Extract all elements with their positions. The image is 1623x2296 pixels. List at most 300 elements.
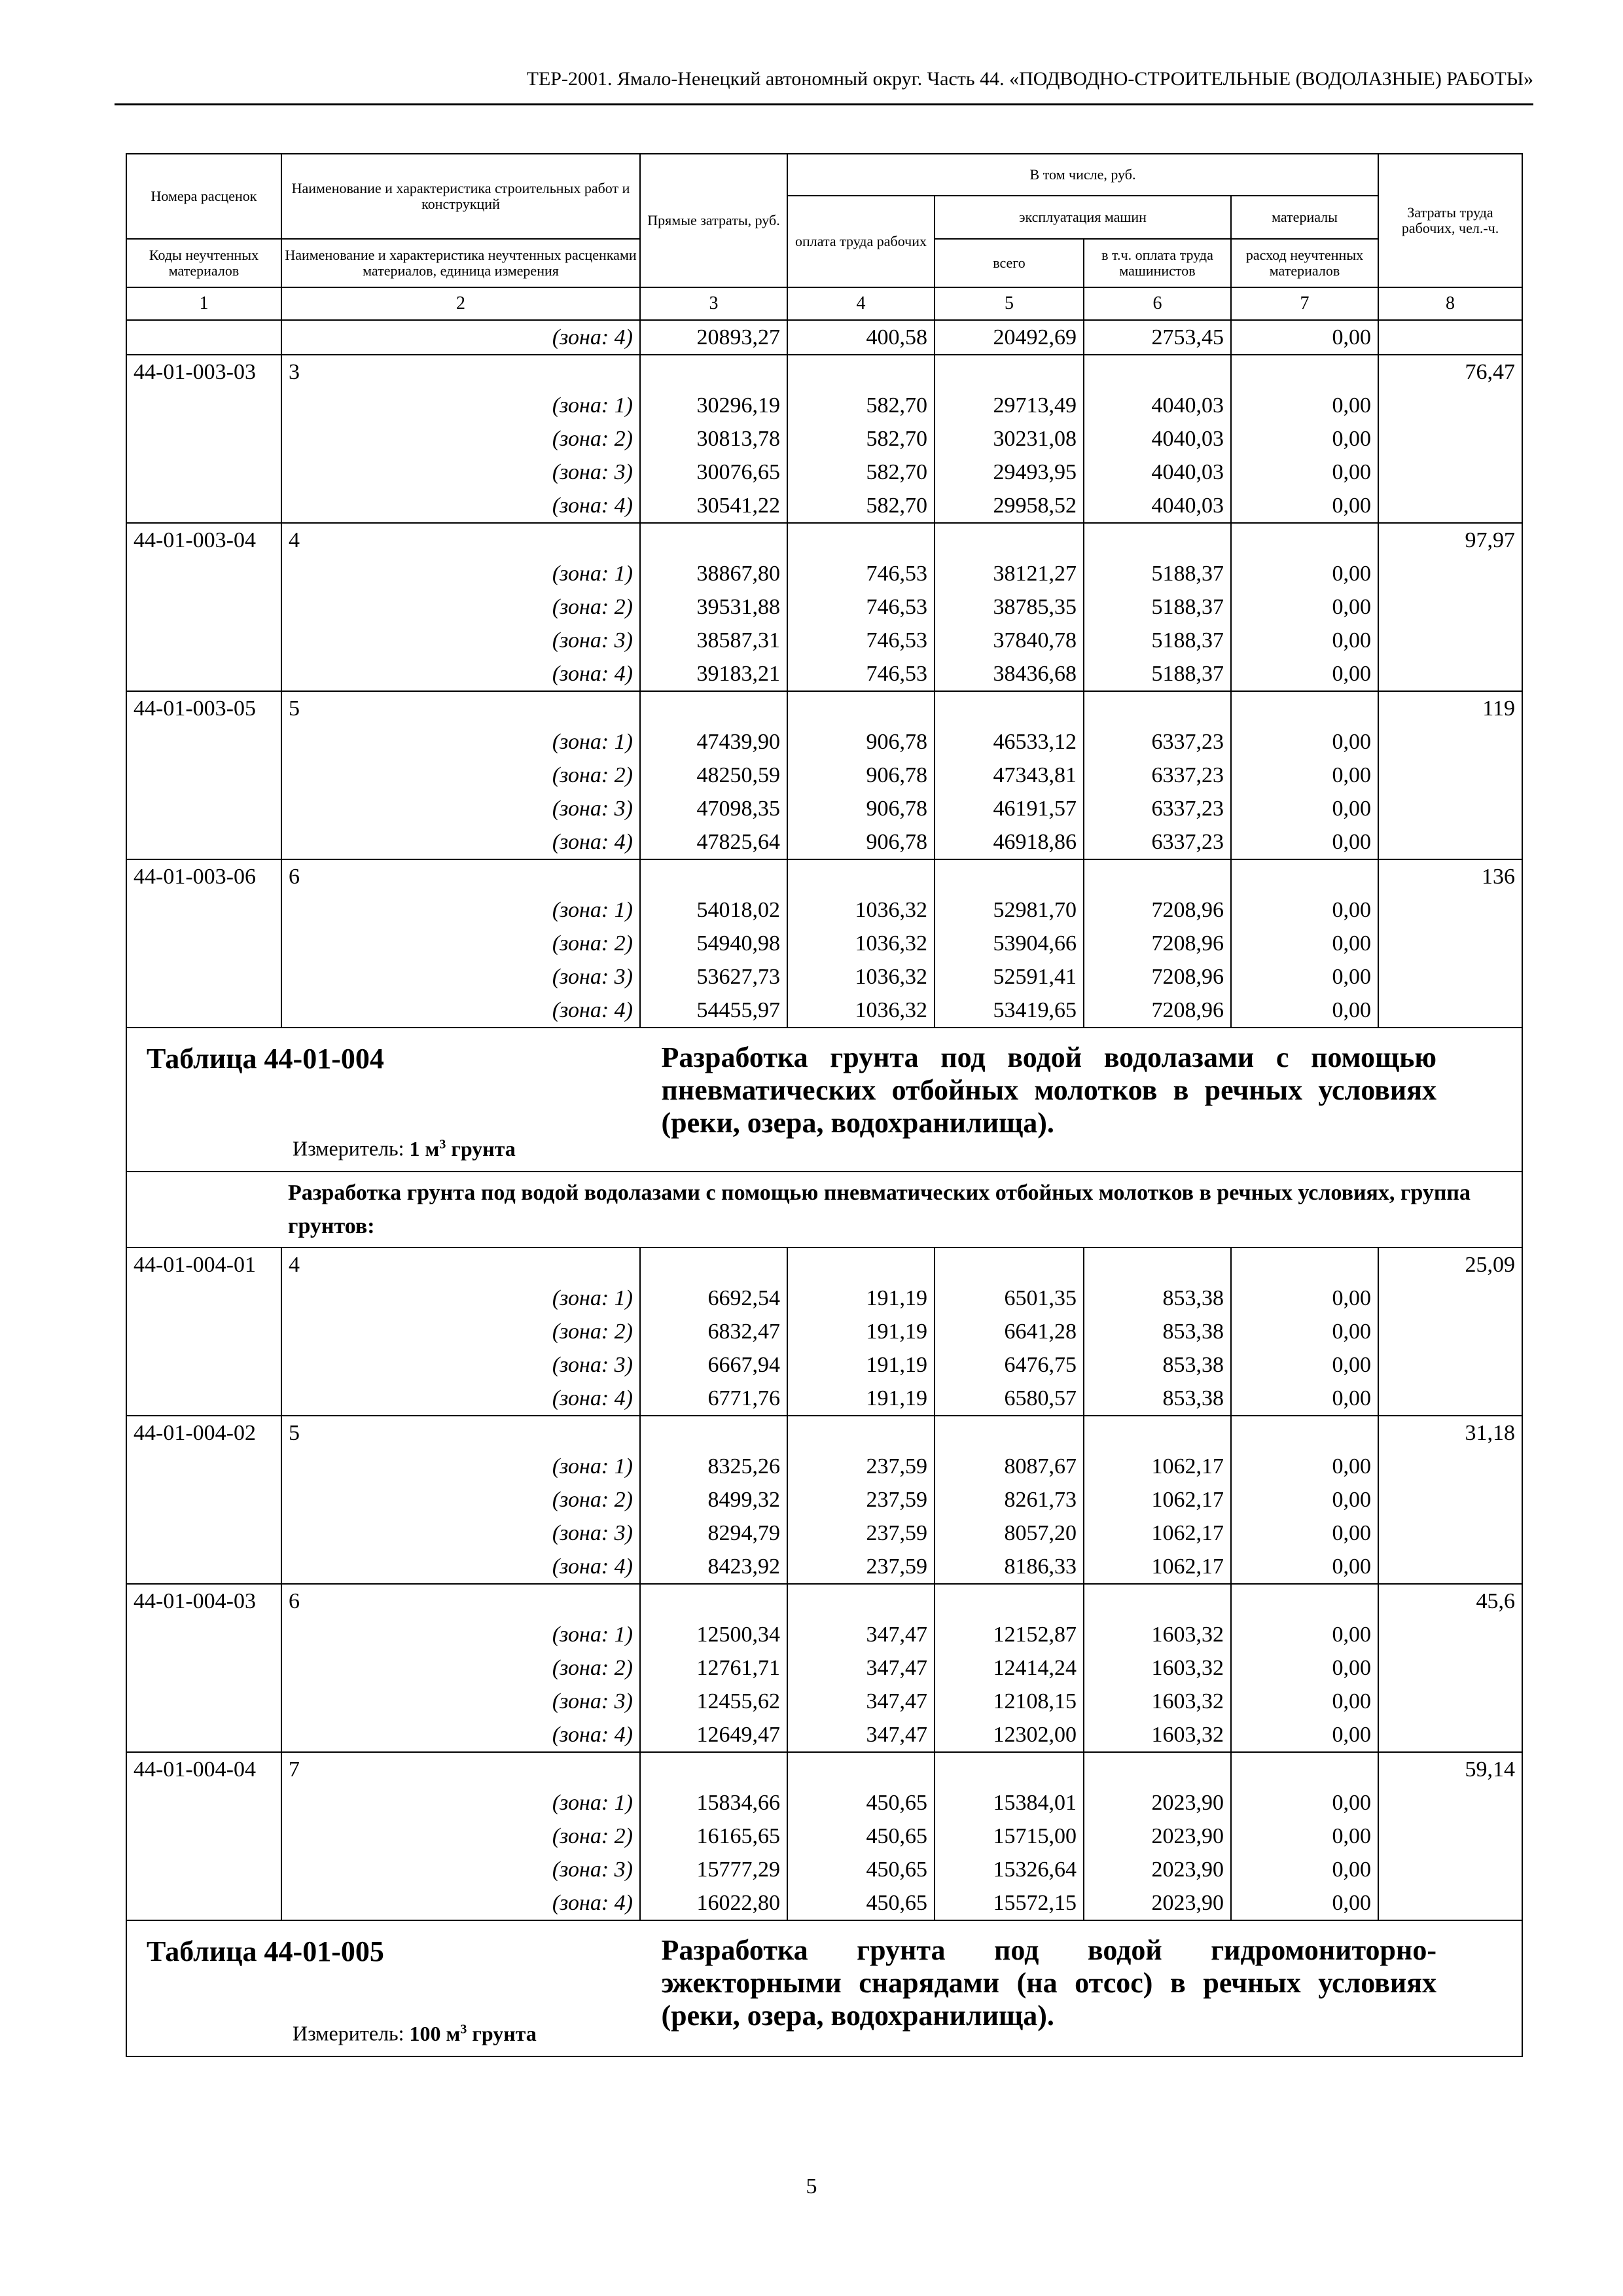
wages-cell: 191,19 [787, 1348, 935, 1382]
materials-cell: 0,00 [1231, 1853, 1378, 1886]
wages-cell: 400,58 [787, 320, 935, 355]
operator-wages-cell: 4040,03 [1084, 389, 1231, 422]
wages-cell: 450,65 [787, 1820, 935, 1853]
rates-table [126, 153, 1523, 2057]
machines-total-cell: 52591,41 [935, 960, 1084, 994]
direct-costs-cell: 12500,34 [640, 1618, 787, 1651]
zone-row [126, 1718, 1522, 1752]
zone-label: (зона: 1) [281, 557, 640, 590]
materials-cell: 0,00 [1231, 1820, 1378, 1853]
col-direct-costs-header: Прямые затраты, руб. [640, 154, 787, 287]
zone-label: (зона: 1) [281, 389, 640, 422]
machines-total-cell: 15572,15 [935, 1886, 1084, 1920]
zone-label: (зона: 2) [281, 927, 640, 960]
materials-cell: 0,00 [1231, 489, 1378, 523]
unit-of-measure: Измеритель: 100 $м^3$ грунта [293, 2022, 537, 2045]
wages-cell: 237,59 [787, 1516, 935, 1550]
wages-cell: 237,59 [787, 1450, 935, 1483]
wages-cell: 237,59 [787, 1550, 935, 1584]
wages-cell: 347,47 [787, 1685, 935, 1718]
materials-cell: 0,00 [1231, 759, 1378, 792]
wages-cell: 746,53 [787, 657, 935, 691]
zone-label: (зона: 3) [281, 624, 640, 657]
materials-cell: 0,00 [1231, 1382, 1378, 1416]
machines-total-cell: 46533,12 [935, 725, 1084, 759]
operator-wages-cell: 7208,96 [1084, 927, 1231, 960]
machines-total-cell: 6580,57 [935, 1382, 1084, 1416]
labor-costs-cell: 97,97 [1378, 523, 1522, 557]
operator-wages-cell: 6337,23 [1084, 792, 1231, 825]
table-row [126, 320, 1522, 355]
zone-label: (зона: 1) [281, 1282, 640, 1315]
col-material-names-header: Наименование и характеристика неучтенных расценками материалов, единица измерения [281, 239, 640, 287]
operator-wages-cell: 1603,32 [1084, 1685, 1231, 1718]
direct-costs-cell: 39183,21 [640, 657, 787, 691]
direct-costs-cell: 30296,19 [640, 389, 787, 422]
materials-cell: 0,00 [1231, 1315, 1378, 1348]
direct-costs-cell: 38867,80 [640, 557, 787, 590]
zone-label: (зона: 1) [281, 1450, 640, 1483]
zone-label: (зона: 3) [281, 456, 640, 489]
labor-costs-cell: 119 [1378, 691, 1522, 725]
direct-costs-cell: 38587,31 [640, 624, 787, 657]
wages-cell: 347,47 [787, 1618, 935, 1651]
zone-row [126, 1886, 1522, 1920]
zone-label: (зона: 2) [281, 1651, 640, 1685]
zone-row [126, 456, 1522, 489]
rate-header-row [126, 523, 1522, 557]
machines-total-cell: 15326,64 [935, 1853, 1084, 1886]
direct-costs-cell: 8325,26 [640, 1450, 787, 1483]
materials-cell: 0,00 [1231, 927, 1378, 960]
machines-total-cell: 6641,28 [935, 1315, 1084, 1348]
rate-code: 44-01-004-02 [126, 1416, 281, 1450]
machines-total-cell: 8087,67 [935, 1450, 1084, 1483]
zone-label: (зона: 3) [281, 1685, 640, 1718]
zone-label: (зона: 3) [281, 1516, 640, 1550]
table-005-section [126, 1920, 1522, 2056]
materials-cell: 0,00 [1231, 1550, 1378, 1584]
machines-total-cell: 8261,73 [935, 1483, 1084, 1516]
table-004-rows [126, 1247, 1522, 1920]
table-004-section [126, 1028, 1522, 1247]
zone-row [126, 759, 1522, 792]
running-header: ТЕР-2001. Ямало-Ненецкий автономный округ. Часть 44. «ПОДВОДНО-СТРОИТЕЛЬНЫЕ (ВОДОЛАЗНЫЕ) РАБОТЫ» [526, 68, 1533, 90]
wages-cell: 582,70 [787, 489, 935, 523]
zone-label: (зона: 4) [281, 994, 640, 1028]
zone-row [126, 1651, 1522, 1685]
item-name: 4 [281, 1247, 640, 1282]
materials-cell: 0,00 [1231, 657, 1378, 691]
operator-wages-cell: 2023,90 [1084, 1886, 1231, 1920]
col-operator-wages-header: в т.ч. оплата труда машинистов [1084, 239, 1231, 287]
zone-label: (зона: 3) [281, 792, 640, 825]
item-name: 4 [281, 523, 640, 557]
zone-row [126, 1450, 1522, 1483]
zone-row [126, 1315, 1522, 1348]
materials-cell: 0,00 [1231, 1450, 1378, 1483]
operator-wages-cell: 853,38 [1084, 1315, 1231, 1348]
table-header [126, 154, 1522, 320]
item-name: 6 [281, 1584, 640, 1618]
zone-row [126, 1786, 1522, 1820]
materials-cell: 0,00 [1231, 1348, 1378, 1382]
direct-costs-cell: 53627,73 [640, 960, 787, 994]
zone-row [126, 1550, 1522, 1584]
zone-label: (зона: 4) [281, 1718, 640, 1752]
materials-cell: 0,00 [1231, 994, 1378, 1028]
wages-cell: 746,53 [787, 590, 935, 624]
zone-row [126, 1382, 1522, 1416]
machines-total-cell: 15384,01 [935, 1786, 1084, 1820]
wages-cell: 450,65 [787, 1886, 935, 1920]
zone-row [126, 422, 1522, 456]
operator-wages-cell: 2753,45 [1084, 320, 1231, 355]
wages-cell: 1036,32 [787, 927, 935, 960]
header-rule [115, 103, 1533, 105]
wages-cell: 1036,32 [787, 893, 935, 927]
materials-cell: 0,00 [1231, 825, 1378, 859]
materials-cell: 0,00 [1231, 624, 1378, 657]
machines-total-cell: 20492,69 [935, 320, 1084, 355]
direct-costs-cell: 20893,27 [640, 320, 787, 355]
machines-total-cell: 12152,87 [935, 1618, 1084, 1651]
col-number: 8 [1378, 287, 1522, 320]
operator-wages-cell: 1603,32 [1084, 1651, 1231, 1685]
machines-total-cell: 29713,49 [935, 389, 1084, 422]
rate-header-row [126, 1584, 1522, 1618]
direct-costs-cell: 54018,02 [640, 893, 787, 927]
direct-costs-cell: 8294,79 [640, 1516, 787, 1550]
wages-cell: 582,70 [787, 389, 935, 422]
zone-label: (зона: 4) [281, 1886, 640, 1920]
zone-row [126, 657, 1522, 691]
wages-cell: 450,65 [787, 1853, 935, 1886]
rate-header-row [126, 859, 1522, 893]
zone-label: (зона: 3) [281, 1348, 640, 1382]
labor-costs-cell: 25,09 [1378, 1247, 1522, 1282]
item-name: 6 [281, 859, 640, 893]
materials-cell: 0,00 [1231, 590, 1378, 624]
wages-cell: 906,78 [787, 725, 935, 759]
direct-costs-cell: 30813,78 [640, 422, 787, 456]
direct-costs-cell: 48250,59 [640, 759, 787, 792]
col-labor-costs-header: Затраты труда рабочих, чел.-ч. [1378, 154, 1522, 287]
item-name: 5 [281, 1416, 640, 1450]
table-body [126, 320, 1522, 355]
operator-wages-cell: 6337,23 [1084, 725, 1231, 759]
rate-header-row [126, 1247, 1522, 1282]
machines-total-cell: 29493,95 [935, 456, 1084, 489]
wages-cell: 582,70 [787, 422, 935, 456]
machines-total-cell: 30231,08 [935, 422, 1084, 456]
machines-total-cell: 38121,27 [935, 557, 1084, 590]
col-material-consumption-header: расход неучтенных материалов [1231, 239, 1378, 287]
materials-cell: 0,00 [1231, 893, 1378, 927]
group-subheader-text: Разработка грунта под водой водолазами с помощью пневматических отбойных молотков в речных условиях, группа грунтов: [281, 1172, 1522, 1247]
materials-cell: 0,00 [1231, 1685, 1378, 1718]
direct-costs-cell: 30541,22 [640, 489, 787, 523]
direct-costs-cell: 47825,64 [640, 825, 787, 859]
zone-label: (зона: 3) [281, 960, 640, 994]
wages-cell: 906,78 [787, 792, 935, 825]
operator-wages-cell: 1062,17 [1084, 1483, 1231, 1516]
rate-code: 44-01-004-04 [126, 1752, 281, 1786]
zone-row [126, 825, 1522, 859]
zone-row [126, 557, 1522, 590]
zone-label: (зона: 4) [281, 657, 640, 691]
materials-cell: 0,00 [1231, 389, 1378, 422]
machines-total-cell: 12108,15 [935, 1685, 1084, 1718]
wages-cell: 906,78 [787, 825, 935, 859]
operator-wages-cell: 6337,23 [1084, 759, 1231, 792]
materials-cell: 0,00 [1231, 725, 1378, 759]
machines-total-cell: 52981,70 [935, 893, 1084, 927]
operator-wages-cell: 7208,96 [1084, 994, 1231, 1028]
zone-label: (зона: 1) [281, 725, 640, 759]
zone-row [126, 624, 1522, 657]
operator-wages-cell: 6337,23 [1084, 825, 1231, 859]
zone-label: (зона: 1) [281, 893, 640, 927]
direct-costs-cell: 16022,80 [640, 1886, 787, 1920]
direct-costs-cell: 39531,88 [640, 590, 787, 624]
col-material-codes-header: Коды неучтенных материалов [126, 239, 281, 287]
zone-row [126, 1282, 1522, 1315]
zone-row [126, 1348, 1522, 1382]
zone-label: (зона: 1) [281, 1786, 640, 1820]
table-description: Разработка грунта под водой гидромониторно-эжекторными снарядами (на отсос) в речных условиях (реки, озера, водохранилища). [661, 1934, 1437, 2032]
machines-header: эксплуатация машин [935, 196, 1231, 239]
machines-total-cell: 6501,35 [935, 1282, 1084, 1315]
table-description: Разработка грунта под водой водолазами с помощью пневматических отбойных молотков в речных условиях (реки, озера, водохранилища). [661, 1041, 1437, 1139]
col-wages-header: оплата труда рабочих [787, 196, 935, 287]
col-number: 6 [1084, 287, 1231, 320]
table-003-rows [126, 355, 1522, 1028]
direct-costs-cell: 47098,35 [640, 792, 787, 825]
direct-costs-cell: 16165,65 [640, 1820, 787, 1853]
wages-cell: 347,47 [787, 1718, 935, 1752]
col-work-name-header: Наименование и характеристика строительных работ и конструкций [281, 154, 640, 239]
zone-label: (зона: 2) [281, 1483, 640, 1516]
materials-cell: 0,00 [1231, 1886, 1378, 1920]
direct-costs-cell: 6692,54 [640, 1282, 787, 1315]
table-section-header [126, 1920, 1522, 2056]
col-number: 5 [935, 287, 1084, 320]
wages-cell: 450,65 [787, 1786, 935, 1820]
materials-cell: 0,00 [1231, 557, 1378, 590]
zone-row [126, 1516, 1522, 1550]
direct-costs-cell: 15777,29 [640, 1853, 787, 1886]
operator-wages-cell: 5188,37 [1084, 624, 1231, 657]
materials-cell: 0,00 [1231, 1516, 1378, 1550]
item-name: 3 [281, 355, 640, 389]
rate-code: 44-01-003-04 [126, 523, 281, 557]
rate-header-row [126, 1416, 1522, 1450]
wages-cell: 191,19 [787, 1282, 935, 1315]
including-header: В том числе, руб. [787, 154, 1378, 196]
machines-total-cell: 6476,75 [935, 1348, 1084, 1382]
zone-row [126, 389, 1522, 422]
wages-cell: 1036,32 [787, 994, 935, 1028]
zone-label: (зона: 4) [281, 1550, 640, 1584]
zone-label: (зона: 2) [281, 590, 640, 624]
zone-label: (зона: 2) [281, 422, 640, 456]
col-number: 3 [640, 287, 787, 320]
machines-total-cell: 38436,68 [935, 657, 1084, 691]
zone-label: (зона: 4) [281, 1382, 640, 1416]
zone-row [126, 1483, 1522, 1516]
table-title: Таблица 44-01-004 [147, 1043, 384, 1075]
col-machines-total-header: всего [935, 239, 1084, 287]
zone-row [126, 1853, 1522, 1886]
zone-label: (зона: 4) [281, 489, 640, 523]
wages-cell: 746,53 [787, 557, 935, 590]
materials-cell: 0,00 [1231, 1618, 1378, 1651]
direct-costs-cell: 6832,47 [640, 1315, 787, 1348]
operator-wages-cell: 853,38 [1084, 1348, 1231, 1382]
operator-wages-cell: 4040,03 [1084, 422, 1231, 456]
materials-header: материалы [1231, 196, 1378, 239]
rate-code: 44-01-003-03 [126, 355, 281, 389]
machines-total-cell: 12302,00 [935, 1718, 1084, 1752]
labor-costs-cell: 45,6 [1378, 1584, 1522, 1618]
operator-wages-cell: 5188,37 [1084, 590, 1231, 624]
wages-cell: 906,78 [787, 759, 935, 792]
zone-label: (зона: 4) [281, 320, 640, 355]
wages-cell: 191,19 [787, 1315, 935, 1348]
materials-cell: 0,00 [1231, 456, 1378, 489]
zone-row [126, 792, 1522, 825]
rate-header-row [126, 691, 1522, 725]
operator-wages-cell: 1603,32 [1084, 1618, 1231, 1651]
wages-cell: 1036,32 [787, 960, 935, 994]
zone-row [126, 994, 1522, 1028]
direct-costs-cell: 8499,32 [640, 1483, 787, 1516]
machines-total-cell: 29958,52 [935, 489, 1084, 523]
zone-row [126, 590, 1522, 624]
operator-wages-cell: 853,38 [1084, 1282, 1231, 1315]
operator-wages-cell: 5188,37 [1084, 657, 1231, 691]
rate-code: 44-01-004-01 [126, 1247, 281, 1282]
zone-label: (зона: 4) [281, 825, 640, 859]
item-name: 5 [281, 691, 640, 725]
direct-costs-cell: 8423,92 [640, 1550, 787, 1584]
operator-wages-cell: 2023,90 [1084, 1786, 1231, 1820]
operator-wages-cell: 1603,32 [1084, 1718, 1231, 1752]
wages-cell: 582,70 [787, 456, 935, 489]
wages-cell: 347,47 [787, 1651, 935, 1685]
labor-costs-cell: 59,14 [1378, 1752, 1522, 1786]
col-number: 1 [126, 287, 281, 320]
operator-wages-cell: 4040,03 [1084, 456, 1231, 489]
machines-total-cell: 15715,00 [935, 1820, 1084, 1853]
col-number: 7 [1231, 287, 1378, 320]
direct-costs-cell: 15834,66 [640, 1786, 787, 1820]
operator-wages-cell: 1062,17 [1084, 1450, 1231, 1483]
direct-costs-cell: 12649,47 [640, 1718, 787, 1752]
rate-code: 44-01-003-05 [126, 691, 281, 725]
zone-row [126, 1820, 1522, 1853]
materials-cell: 0,00 [1231, 422, 1378, 456]
rate-header-row [126, 1752, 1522, 1786]
machines-total-cell: 8186,33 [935, 1550, 1084, 1584]
operator-wages-cell: 5188,37 [1084, 557, 1231, 590]
zone-row [126, 1685, 1522, 1718]
rate-code: 44-01-003-06 [126, 859, 281, 893]
direct-costs-cell: 47439,90 [640, 725, 787, 759]
operator-wages-cell: 2023,90 [1084, 1820, 1231, 1853]
machines-total-cell: 46191,57 [935, 792, 1084, 825]
zone-row [126, 960, 1522, 994]
wages-cell: 746,53 [787, 624, 935, 657]
page-number: 5 [806, 2174, 817, 2198]
materials-cell: 0,00 [1231, 792, 1378, 825]
direct-costs-cell: 6771,76 [640, 1382, 787, 1416]
zone-label: (зона: 3) [281, 1853, 640, 1886]
machines-total-cell: 46918,86 [935, 825, 1084, 859]
direct-costs-cell: 6667,94 [640, 1348, 787, 1382]
wages-cell: 237,59 [787, 1483, 935, 1516]
zone-row [126, 489, 1522, 523]
wages-cell: 191,19 [787, 1382, 935, 1416]
table-title: Таблица 44-01-005 [147, 1935, 384, 1967]
zone-row [126, 1618, 1522, 1651]
materials-cell: 0,00 [1231, 960, 1378, 994]
operator-wages-cell: 7208,96 [1084, 960, 1231, 994]
group-subheader [126, 1172, 1522, 1247]
direct-costs-cell: 54940,98 [640, 927, 787, 960]
operator-wages-cell: 853,38 [1084, 1382, 1231, 1416]
machines-total-cell: 47343,81 [935, 759, 1084, 792]
col-number: 2 [281, 287, 640, 320]
materials-cell: 0,00 [1231, 320, 1378, 355]
zone-label: (зона: 2) [281, 1315, 640, 1348]
zone-label: (зона: 2) [281, 1820, 640, 1853]
rate-header-row [126, 355, 1522, 389]
unit-of-measure: Измеритель: 1 $м^3$ грунта [293, 1137, 516, 1160]
direct-costs-cell: 30076,65 [640, 456, 787, 489]
rate-code: 44-01-004-03 [126, 1584, 281, 1618]
item-name: 7 [281, 1752, 640, 1786]
machines-total-cell: 37840,78 [935, 624, 1084, 657]
direct-costs-cell: 12455,62 [640, 1685, 787, 1718]
direct-costs-cell: 12761,71 [640, 1651, 787, 1685]
direct-costs-cell: 54455,97 [640, 994, 787, 1028]
machines-total-cell: 8057,20 [935, 1516, 1084, 1550]
operator-wages-cell: 2023,90 [1084, 1853, 1231, 1886]
materials-cell: 0,00 [1231, 1718, 1378, 1752]
labor-costs-cell: 31,18 [1378, 1416, 1522, 1450]
zone-row [126, 725, 1522, 759]
col-number: 4 [787, 287, 935, 320]
machines-total-cell: 12414,24 [935, 1651, 1084, 1685]
machines-total-cell: 38785,35 [935, 590, 1084, 624]
machines-total-cell: 53419,65 [935, 994, 1084, 1028]
zone-label: (зона: 2) [281, 759, 640, 792]
operator-wages-cell: 1062,17 [1084, 1516, 1231, 1550]
labor-costs-cell: 136 [1378, 859, 1522, 893]
materials-cell: 0,00 [1231, 1651, 1378, 1685]
operator-wages-cell: 1062,17 [1084, 1550, 1231, 1584]
zone-label: (зона: 1) [281, 1618, 640, 1651]
operator-wages-cell: 7208,96 [1084, 893, 1231, 927]
zone-row [126, 893, 1522, 927]
materials-cell: 0,00 [1231, 1282, 1378, 1315]
table-section-header [126, 1028, 1522, 1172]
operator-wages-cell: 4040,03 [1084, 489, 1231, 523]
machines-total-cell: 53904,66 [935, 927, 1084, 960]
zone-row [126, 927, 1522, 960]
